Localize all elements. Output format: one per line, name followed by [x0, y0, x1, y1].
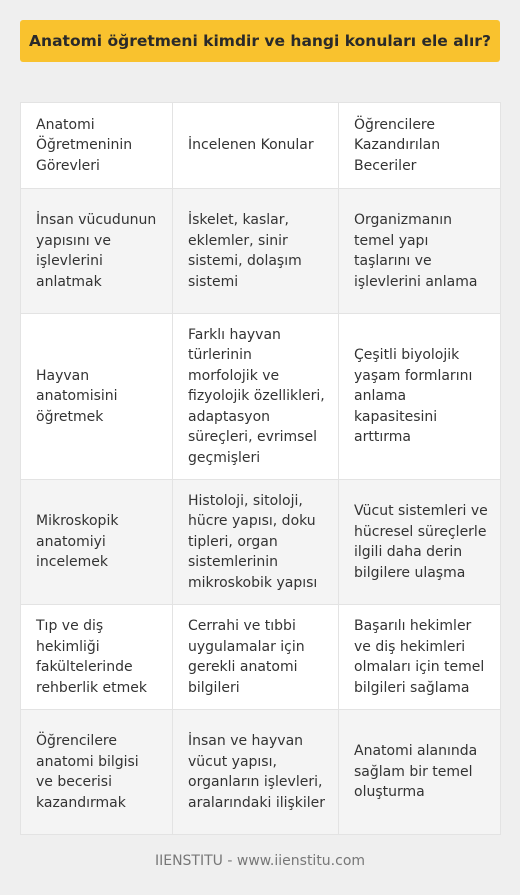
- table-row: [21, 710, 501, 835]
- page-title: Anatomi öğretmeni kimdir ve hangi konuları ele alır?: [20, 20, 500, 62]
- table-row: [21, 605, 501, 710]
- table-row: [21, 480, 501, 605]
- table-cell: Öğrencilere anatomi bilgisi ve becerisi kazandırmak: [21, 710, 173, 835]
- table-cell: Histoloji, sitoloji, hücre yapısı, doku tipleri, organ sistemlerinin mikroskobik yapısı: [173, 480, 339, 605]
- table-cell: İnsan vücudunun yapısını ve işlevlerini anlatmak: [21, 189, 173, 314]
- table-cell: Başarılı hekimler ve diş hekimleri olmaları için temel bilgileri sağlama: [339, 605, 501, 710]
- table-cell: Anatomi alanında sağlam bir temel oluşturma: [339, 710, 501, 835]
- table-cell: Çeşitli biyolojik yaşam formlarını anlama kapasitesini arttırma: [339, 314, 501, 480]
- table-cell: Organizmanın temel yapı taşlarını ve işlevlerini anlama: [339, 189, 501, 314]
- table-row: [21, 314, 501, 480]
- table-cell: Cerrahi ve tıbbi uygulamalar için gerekli anatomi bilgileri: [173, 605, 339, 710]
- table-cell: Farklı hayvan türlerinin morfolojik ve fizyolojik özellikleri, adaptasyon süreçleri, evrimsel geçmişleri: [173, 314, 339, 480]
- table-cell: Tıp ve diş hekimliği fakültelerinde rehberlik etmek: [21, 605, 173, 710]
- table-cell: Vücut sistemleri ve hücresel süreçlerle ilgili daha derin bilgilere ulaşma: [339, 480, 501, 605]
- table-row: [21, 189, 501, 314]
- header-cell-topics: İncelenen Konular: [173, 103, 339, 189]
- table-cell: İskelet, kaslar, eklemler, sinir sistemi, dolaşım sistemi: [173, 189, 339, 314]
- table-cell: Mikroskopik anatomiyi incelemek: [21, 480, 173, 605]
- table-header-row: [21, 103, 501, 189]
- header-cell-duties: Anatomi Öğretmeninin Görevleri: [21, 103, 173, 189]
- table-cell: Hayvan anatomisini öğretmek: [21, 314, 173, 480]
- footer-credit: IIENSTITU - www.iienstitu.com: [154, 853, 366, 869]
- table-cell: İnsan ve hayvan vücut yapısı, organların işlevleri, aralarındaki ilişkiler: [173, 710, 339, 835]
- topics-table: [20, 102, 501, 835]
- header-cell-skills: Öğrencilere Kazandırılan Beceriler: [339, 103, 501, 189]
